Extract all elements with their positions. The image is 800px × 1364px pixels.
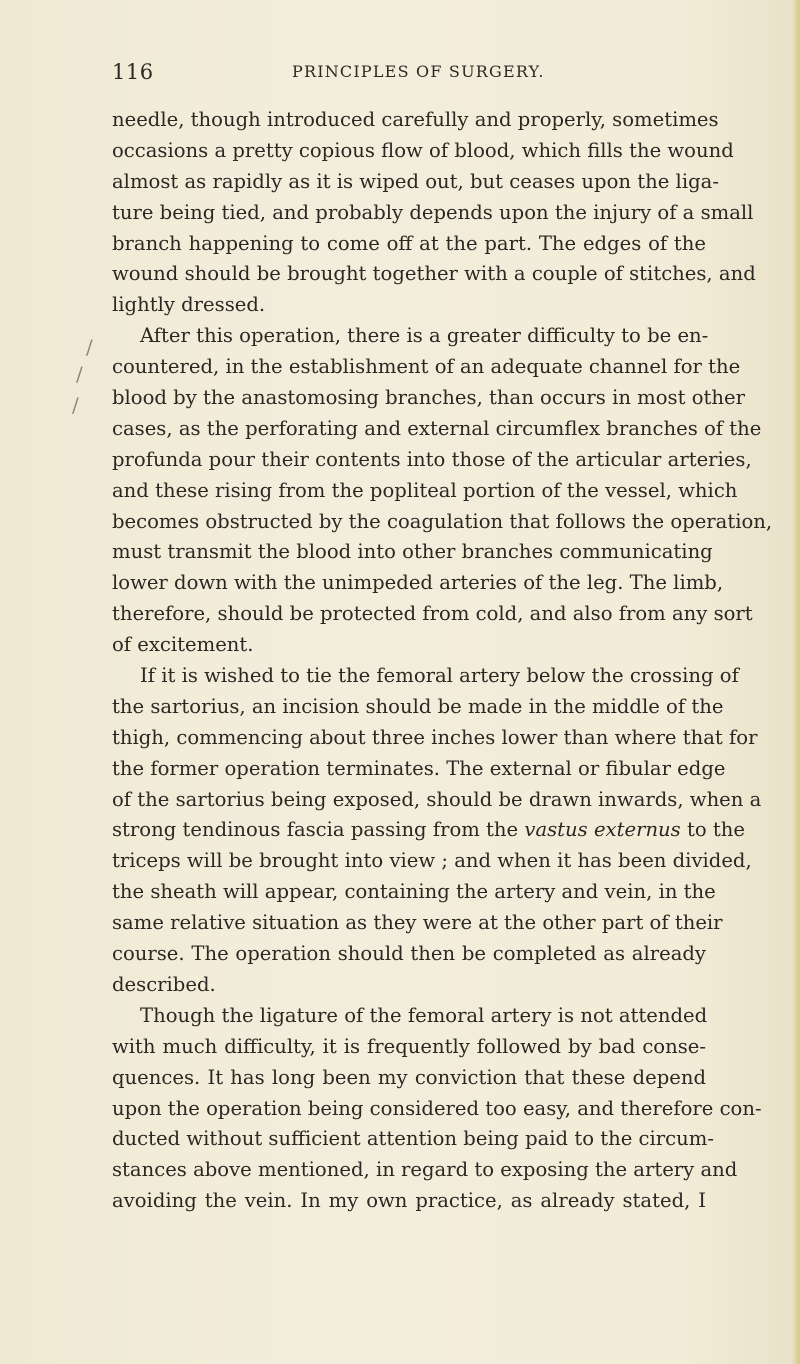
text-line: and these rising from the popliteal portion of the vessel, which: [112, 478, 738, 502]
text-line: triceps will be brought into view ; and when it has been divided,: [112, 849, 752, 873]
text-line: [112, 815, 745, 846]
page-number: 116: [112, 60, 154, 84]
text-line: the sartorius, an incision should be made in the middle of the: [112, 694, 724, 718]
text-line: blood by the anastomosing branches, than occurs in most other: [112, 386, 745, 410]
page-header: [112, 60, 712, 90]
paragraph-start-line: Though the ligature of the femoral artery is not attended: [140, 1003, 708, 1027]
text-line: the former operation terminates. The external or fibular edge: [112, 756, 726, 780]
italic-term: vastus externus: [524, 818, 681, 842]
text-line: needle, though introduced carefully and properly, sometimes: [112, 108, 719, 131]
text-line: wound should be brought together with a couple of stitches, and: [112, 262, 756, 286]
text-line: almost as rapidly as it is wiped out, but ceases upon the liga-: [112, 169, 719, 193]
text-line: therefore, should be protected from cold, and also from any sort: [112, 602, 753, 626]
text-line: branch happening to come off at the part. The edges of the: [112, 231, 706, 255]
margin-mark: /: [86, 335, 93, 359]
text-line: lower down with the unimpeded arteries of the leg. The limb,: [112, 571, 724, 595]
text-line: becomes obstructed by the coagulation that follows the operation,: [112, 509, 773, 533]
text-line: course. The operation should then be completed as already: [112, 942, 706, 966]
text-line: described.: [112, 972, 216, 996]
text-line: ture being tied, and probably depends upon the injury of a small: [112, 200, 754, 224]
page-edge-shadow: [792, 0, 800, 1364]
text-line: ducted without sufficient attention being paid to the circum-: [112, 1127, 714, 1151]
paragraph-start-line: If it is wished to tie the femoral artery below the crossing of: [140, 664, 739, 688]
text-line: quences. It has long been my conviction that these depend: [112, 1065, 706, 1089]
text-line: the sheath will appear, containing the artery and vein, in the: [112, 880, 716, 904]
paragraph-start-line: After this operation, there is a greater difficulty to be en-: [140, 324, 709, 348]
text-line: thigh, commencing about three inches lower than where that for: [112, 725, 758, 749]
text-line: with much difficulty, it is frequently followed by bad conse-: [112, 1034, 706, 1058]
text-line: of excitement.: [112, 633, 254, 657]
text-segment: strong tendinous fascia passing from the: [112, 818, 519, 842]
running-head: PRINCIPLES OF SURGERY.: [292, 62, 545, 81]
text-line: must transmit the blood into other branches communicating: [112, 540, 713, 564]
text-line: lightly dressed.: [112, 293, 266, 317]
text-segment: to the: [686, 818, 745, 842]
body-text: [112, 105, 773, 1217]
text-line: stances above mentioned, in regard to exposing the artery and: [112, 1158, 738, 1182]
margin-mark: /: [72, 393, 79, 417]
text-line: avoiding the vein. In my own practice, as already stated, I: [112, 1189, 706, 1213]
text-line: profunda pour their contents into those of the articular arteries,: [112, 447, 752, 471]
text-line: upon the operation being considered too easy, and therefore con-: [112, 1096, 762, 1120]
text-line: cases, as the perforating and external circumflex branches of the: [112, 416, 762, 440]
text-line: occasions a pretty copious flow of blood, which fills the wound: [112, 138, 734, 162]
text-line: countered, in the establishment of an adequate channel for the: [112, 355, 741, 379]
text-line: of the sartorius being exposed, should be drawn inwards, when a: [112, 787, 762, 811]
text-line: same relative situation as they were at the other part of their: [112, 911, 723, 935]
margin-mark: /: [76, 362, 83, 386]
